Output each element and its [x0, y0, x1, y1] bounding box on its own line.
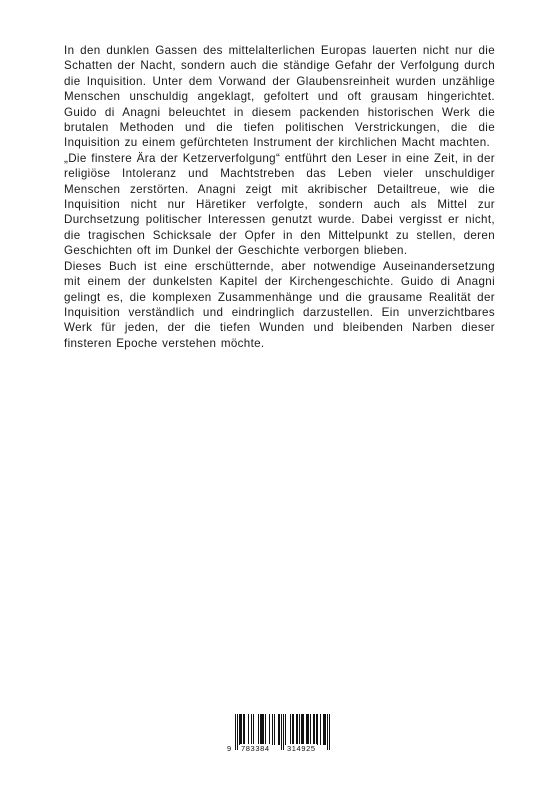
barcode-bar: [323, 714, 324, 745]
blurb-paragraph-2: „Die finstere Ära der Ketzerverfolgung“ entführt den Leser in eine Zeit, in der religiöse Intoleranz und Machtstreben das Leben vieler unschuldiger Menschen zerstörten. Anagni zeigt mit akribischer Detailtreue, wie die Inquisition nicht nur Häretiker verfolgte, sondern auch als Mittel zur Durchsetzung politischer Interessen genutzt wurde. Dabei vergisst er nicht, die tragischen Schicksale der Opfer in den Mittelpunkt zu stellen, deren Geschichten oft im Dunkel der Geschichte verborgen blieben.: [64, 151, 495, 258]
barcode-bar: [301, 714, 302, 745]
barcode-bar: [251, 714, 252, 745]
barcode-bar: [299, 714, 300, 745]
isbn-barcode: [228, 714, 332, 760]
barcode-bar: [278, 714, 279, 745]
barcode-bar: [324, 714, 325, 745]
barcode-bar: [290, 714, 291, 745]
barcode-bar: [263, 714, 264, 745]
barcode-bar: [303, 714, 304, 745]
barcode-bar: [302, 714, 303, 745]
barcode-bar: [253, 714, 254, 745]
barcode-bar: [316, 714, 317, 745]
barcode-digits: [228, 744, 332, 758]
barcode-bar: [325, 714, 326, 745]
barcode-bar: [262, 714, 263, 745]
barcode-lead-digit: 9: [227, 744, 232, 753]
barcode-bar: [320, 714, 321, 745]
blurb-text: [64, 43, 495, 351]
barcode-bar: [293, 714, 294, 745]
barcode-bar: [279, 714, 280, 745]
barcode-bar: [260, 714, 261, 745]
barcode-bar: [248, 714, 249, 745]
blurb-paragraph-1: In den dunklen Gassen des mittelalterlichen Europas lauerten nicht nur die Schatten der Nacht, sondern auch die ständige Gefahr der Verfolgung durch die Inquisition. Unter dem Vorwand der Glaubensreinheit wurden unzählige Menschen unschuldig angeklagt, gefoltert und oft grausam hingerichtet. Guido di Anagni beleuchtet in diesem packenden historischen Werk die brutalen Methoden und die tiefen politischen Verstrickungen, die die Inquisition zu einem gefürchteten Instrument der kirchlichen Macht machten.: [64, 44, 495, 150]
barcode-bar: [313, 714, 314, 745]
blurb-paragraph-3: Dieses Buch ist eine erschütternde, aber notwendige Auseinandersetzung mit einem der dunkelsten Kapitel der Kirchengeschichte. Guido di Anagni gelingt es, die komplexen Zusammenhänge und die grausame Realität der Inquisition verständlich und eindringlich darzustellen. Ein unverzichtbares Werk für jeden, der die tiefen Wunden und bleibenden Narben dieser finsteren Epoche verstehen möchte.: [64, 259, 495, 350]
barcode-bar: [306, 714, 307, 745]
barcode-bar: [240, 714, 241, 745]
barcode-bar: [285, 714, 286, 745]
barcode-bar: [308, 714, 309, 745]
barcode-bar: [272, 714, 273, 745]
barcode-bar: [239, 714, 240, 745]
barcode-bar: [244, 714, 245, 745]
barcode-bar: [292, 714, 293, 745]
barcode-bar: [297, 714, 298, 745]
barcode-bar: [296, 714, 297, 745]
barcode-right-group: 314925: [287, 744, 316, 753]
barcode-bar: [310, 714, 311, 745]
barcode-left-group: 783384: [241, 744, 270, 753]
barcode-bar: [241, 714, 242, 745]
barcode-bar: [261, 714, 262, 745]
barcode-bar: [317, 714, 318, 745]
barcode-bar: [314, 714, 315, 745]
barcode-bar: [258, 714, 259, 745]
barcode-bar: [265, 714, 266, 745]
barcode-bar: [274, 714, 275, 745]
barcode-bar: [307, 714, 308, 745]
barcode-bar: [269, 714, 270, 745]
barcode-bar: [243, 714, 244, 745]
